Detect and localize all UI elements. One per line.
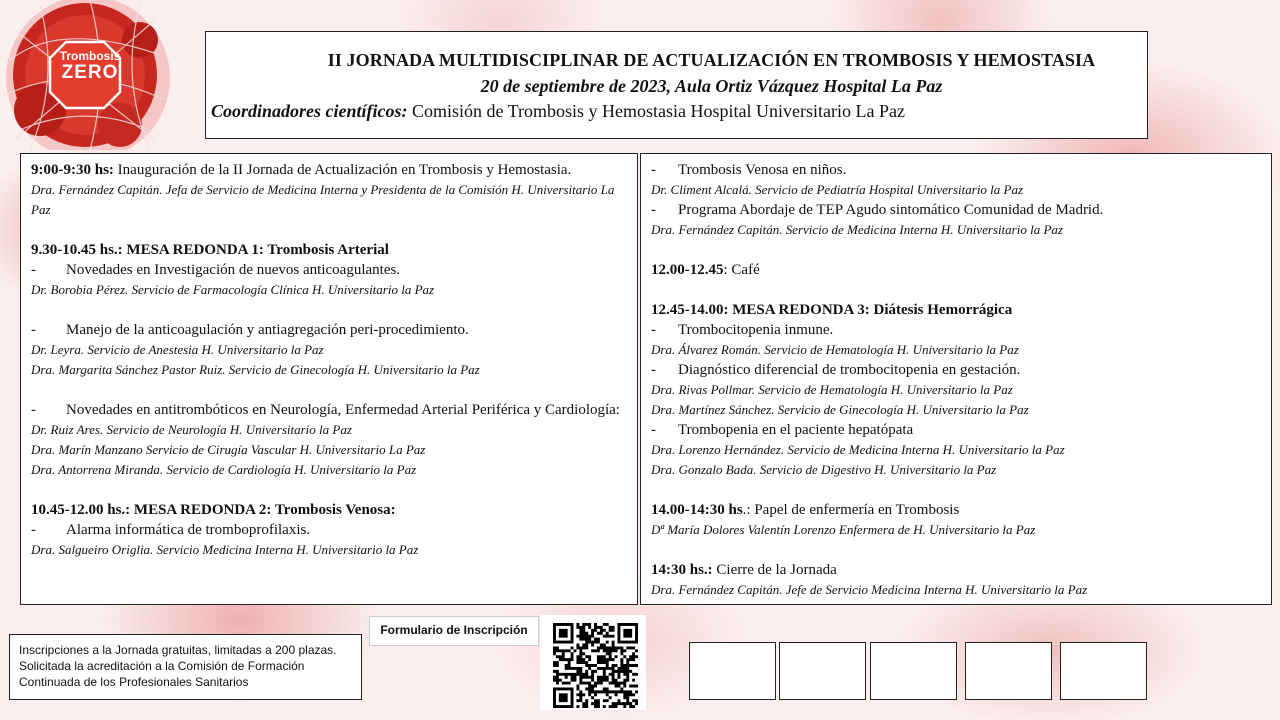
registration-qr[interactable] — [540, 615, 646, 710]
talk-title: - Alarma informática de tromboprofilaxis. — [31, 520, 627, 540]
session-time: 14.00-14:30 hs — [651, 502, 743, 518]
coordinators-label: Coordinadores científicos: — [211, 101, 408, 121]
session-time: 12.00-12.45 — [651, 262, 724, 278]
session-inauguracion — [31, 160, 627, 180]
registration-form-label: Formulario de Inscripción — [369, 616, 539, 646]
talk-title: - Novedades en Investigación de nuevos anticoagulantes. — [31, 260, 627, 280]
event-header — [205, 31, 1148, 139]
session-title: Cierre de la Jornada — [712, 562, 837, 578]
session-title: : Café — [723, 262, 760, 278]
registration-line: Solicitada la acreditación a la Comisión de Formación — [19, 659, 305, 673]
session-mesa-1: 9.30-10.45 hs.: MESA REDONDA 1: Trombosis Arterial — [31, 242, 389, 258]
session-title: Inauguración de la II Jornada de Actualización en Trombosis y Hemostasia. — [113, 162, 572, 178]
talk-title: - Diagnóstico diferencial de trombocitopenia en gestación. — [651, 360, 1261, 380]
speaker: Dra. Gonzalo Bada. Servicio de Digestivo H. Universitario la Paz — [651, 462, 997, 477]
speaker: Dra. Salgueiro Origlia. Servicio Medicina Interna H. Universitario la Paz — [31, 542, 419, 557]
logo-line2: ZERO — [61, 62, 119, 83]
event-date: 20 de septiembre de 2023, Aula Ortiz Vázquez Hospital La Paz — [480, 76, 943, 96]
session-time: 9:00-9:30 hs: — [31, 162, 114, 178]
registration-line: Continuada de los Profesionales Sanitarios — [19, 675, 249, 689]
talk-title: - Novedades en antitrombóticos en Neurología, Enfermedad Arterial Periférica y Cardiología: — [31, 400, 627, 420]
session-mesa-2: 10.45-12.00 hs.: MESA REDONDA 2: Trombosis Venosa: — [31, 502, 396, 518]
sponsor-logo-box — [689, 642, 776, 700]
talk-title: - Programa Abordaje de TEP Agudo sintomático Comunidad de Madrid. — [651, 200, 1261, 220]
logo-line1: Trombosis — [59, 49, 121, 63]
speaker: Dra. Álvarez Román. Servicio de Hematología H. Universitario la Paz — [651, 342, 1019, 357]
speaker: Dr. Leyra. Servicio de Anestesia H. Universitario la Paz — [31, 342, 324, 357]
speaker: Dra. Rivas Pollmar. Servicio de Hematología H. Universitario la Paz — [651, 382, 1013, 397]
coordinators — [211, 101, 905, 122]
session-enfermeria — [651, 500, 1261, 520]
sponsor-logo-box — [779, 642, 866, 700]
sponsor-logo-box — [1060, 642, 1147, 700]
session-time: 12.45-14.00 — [651, 302, 724, 318]
talk-title: - Trombopenia en el paciente hepatópata — [651, 420, 1261, 440]
speaker: Dr. Climent Alcalá. Servicio de Pediatría Hospital Universitario la Paz — [651, 182, 1024, 197]
talk-title: - Trombocitopenia inmune. — [651, 320, 1261, 340]
speaker: Dra. Fernández Capitán. Jefa de Servicio de Medicina Interna y Presidenta de la Comisión H. Universitario La Paz — [31, 182, 615, 217]
registration-line: Inscripciones a la Jornada gratuitas, limitadas a 200 plazas. — [19, 643, 337, 657]
program-left-column — [20, 153, 638, 605]
talk-title: - Trombosis Venosa en niños. — [651, 160, 1261, 180]
speaker: Dª María Dolores Valentín Lorenzo Enfermera de H. Universitario la Paz — [651, 522, 1036, 537]
speaker: Dra. Fernández Capitán. Jefe de Servicio Medicina Interna H. Universitario la Paz — [651, 582, 1088, 597]
event-title: II JORNADA MULTIDISCIPLINAR DE ACTUALIZACIÓN EN TROMBOSIS Y HEMOSTASIA — [327, 50, 1096, 70]
sponsor-logo-box — [965, 642, 1052, 700]
speaker: Dr. Borobia Pérez. Servicio de Farmacología Clínica H. Universitario la Paz — [31, 282, 435, 297]
session-time: 14:30 hs.: — [651, 562, 713, 578]
session-title: .: Papel de enfermería en Trombosis — [742, 502, 960, 518]
session-cierre — [651, 560, 1261, 580]
session-cafe — [651, 260, 1261, 280]
sponsor-logo-box — [870, 642, 957, 700]
session-mesa-3 — [651, 300, 1261, 320]
speaker: Dra. Marín Manzano Servicio de Cirugía Vascular H. Universitario La Paz — [31, 442, 426, 457]
speaker: Dra. Martínez Sánchez. Servicio de Ginecología H. Universitario la Paz — [651, 402, 1029, 417]
speaker: Dr. Ruiz Ares. Servicio de Neurología H. Universitario la Paz — [31, 422, 352, 437]
trombosis-zero-logo — [0, 0, 170, 150]
speaker: Dra. Margarita Sánchez Pastor Ruiz. Servicio de Ginecología H. Universitario la Paz — [31, 362, 480, 377]
qr-code-icon[interactable] — [553, 623, 638, 708]
talk-title: - Manejo de la anticoagulación y antiagregación peri-procedimiento. — [31, 320, 627, 340]
speaker: Dra. Fernández Capitán. Servicio de Medicina Interna H. Universitario la Paz — [651, 222, 1063, 237]
speaker: Dra. Antorrena Miranda. Servicio de Cardiología H. Universitario la Paz — [31, 462, 417, 477]
session-title: : MESA REDONDA 3: Diátesis Hemorrágica — [723, 302, 1013, 318]
program-right-column — [640, 153, 1272, 605]
registration-info — [9, 634, 362, 700]
coordinators-text: Comisión de Trombosis y Hemostasia Hospital Universitario La Paz — [407, 101, 905, 121]
speaker: Dra. Lorenzo Hernández. Servicio de Medicina Interna H. Universitario la Paz — [651, 442, 1065, 457]
